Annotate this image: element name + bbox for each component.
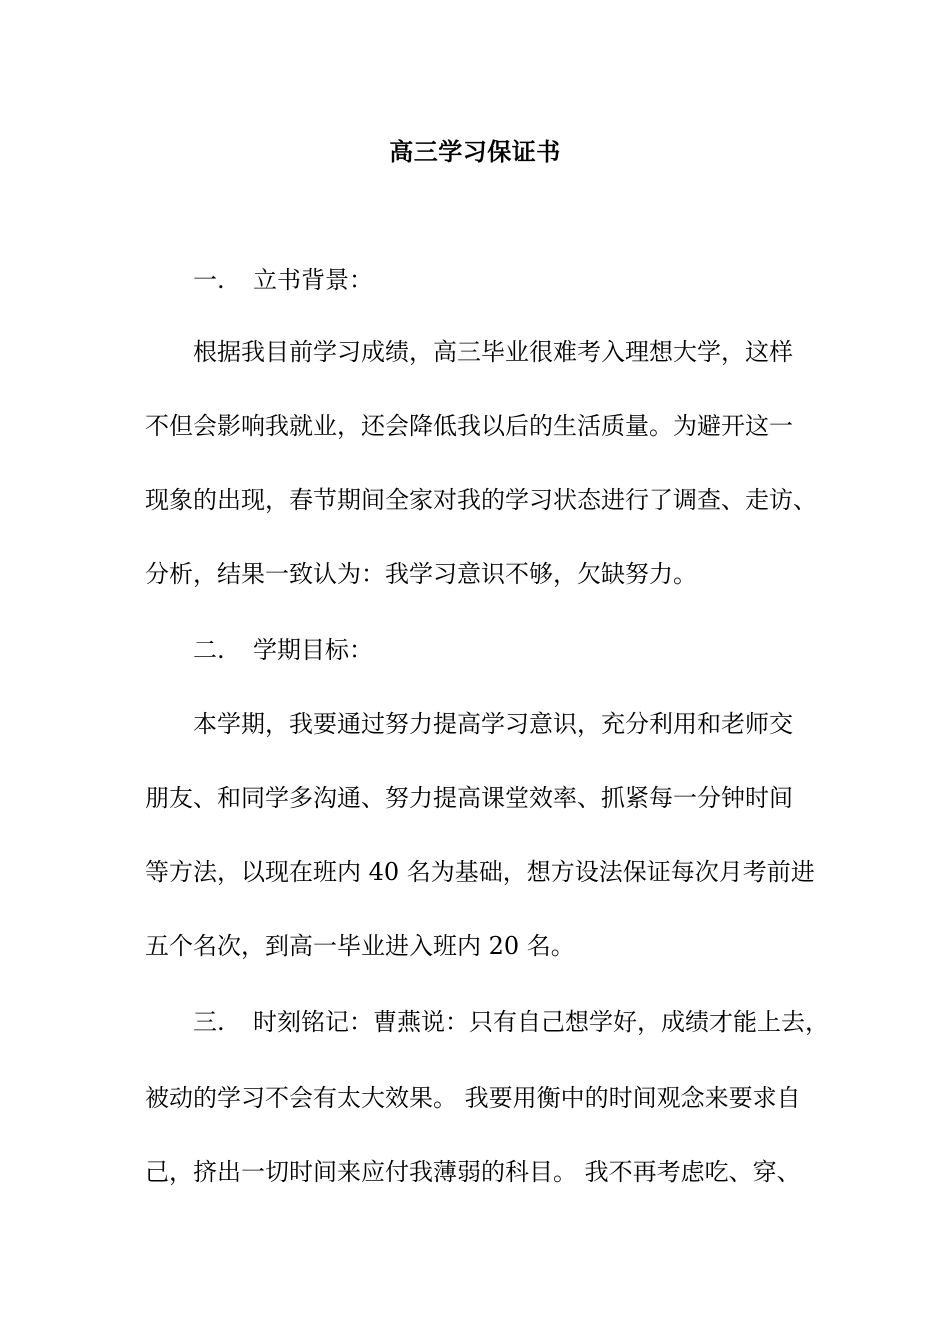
paragraph-line: 现象的出现，春节期间全家对我的学习状态进行了调查、走访、 [145, 486, 817, 514]
section-heading-2 [193, 632, 373, 668]
paragraph-line: 不但会影响我就业，还会降低我以后的生活质量。为避开这一 [145, 412, 793, 440]
section-heading-1 [193, 262, 373, 298]
section-number: 一. [193, 266, 225, 294]
paragraph-line: 本学期，我要通过努力提高学习意识，充分利用和老师交 [193, 710, 793, 738]
paragraph-line: 根据我目前学习成绩，高三毕业很难考入理想大学，这样 [193, 338, 793, 366]
paragraph-line: 被动的学习不会有太大效果。 我要用衡中的时间观念来要求自 [145, 1084, 801, 1112]
section-heading-3 [193, 1004, 829, 1040]
section-number: 三. [193, 1008, 225, 1036]
paragraph-line: 己，挤出一切时间来应付我薄弱的科目。 我不再考虑吃、穿、 [145, 1158, 801, 1186]
section-heading-text: 时刻铭记：曹燕说：只有自己想学好，成绩才能上去， [253, 1008, 829, 1036]
paragraph-line: 朋友、和同学多沟通、努力提高课堂效率、抓紧每一分钟时间 [145, 784, 793, 812]
section-number: 二. [193, 636, 225, 664]
section-heading-text: 立书背景： [253, 266, 373, 294]
paragraph-line: 分析，结果一致认为：我学习意识不够，欠缺努力。 [145, 560, 697, 588]
paragraph-line: 五个名次，到高一毕业进入班内 20 名。 [145, 932, 575, 960]
page-title: 高三学习保证书 [389, 137, 561, 166]
section-heading-text: 学期目标： [253, 636, 373, 664]
paragraph-line: 等方法，以现在班内 40 名为基础，想方设法保证每次月考前进 [145, 858, 815, 886]
